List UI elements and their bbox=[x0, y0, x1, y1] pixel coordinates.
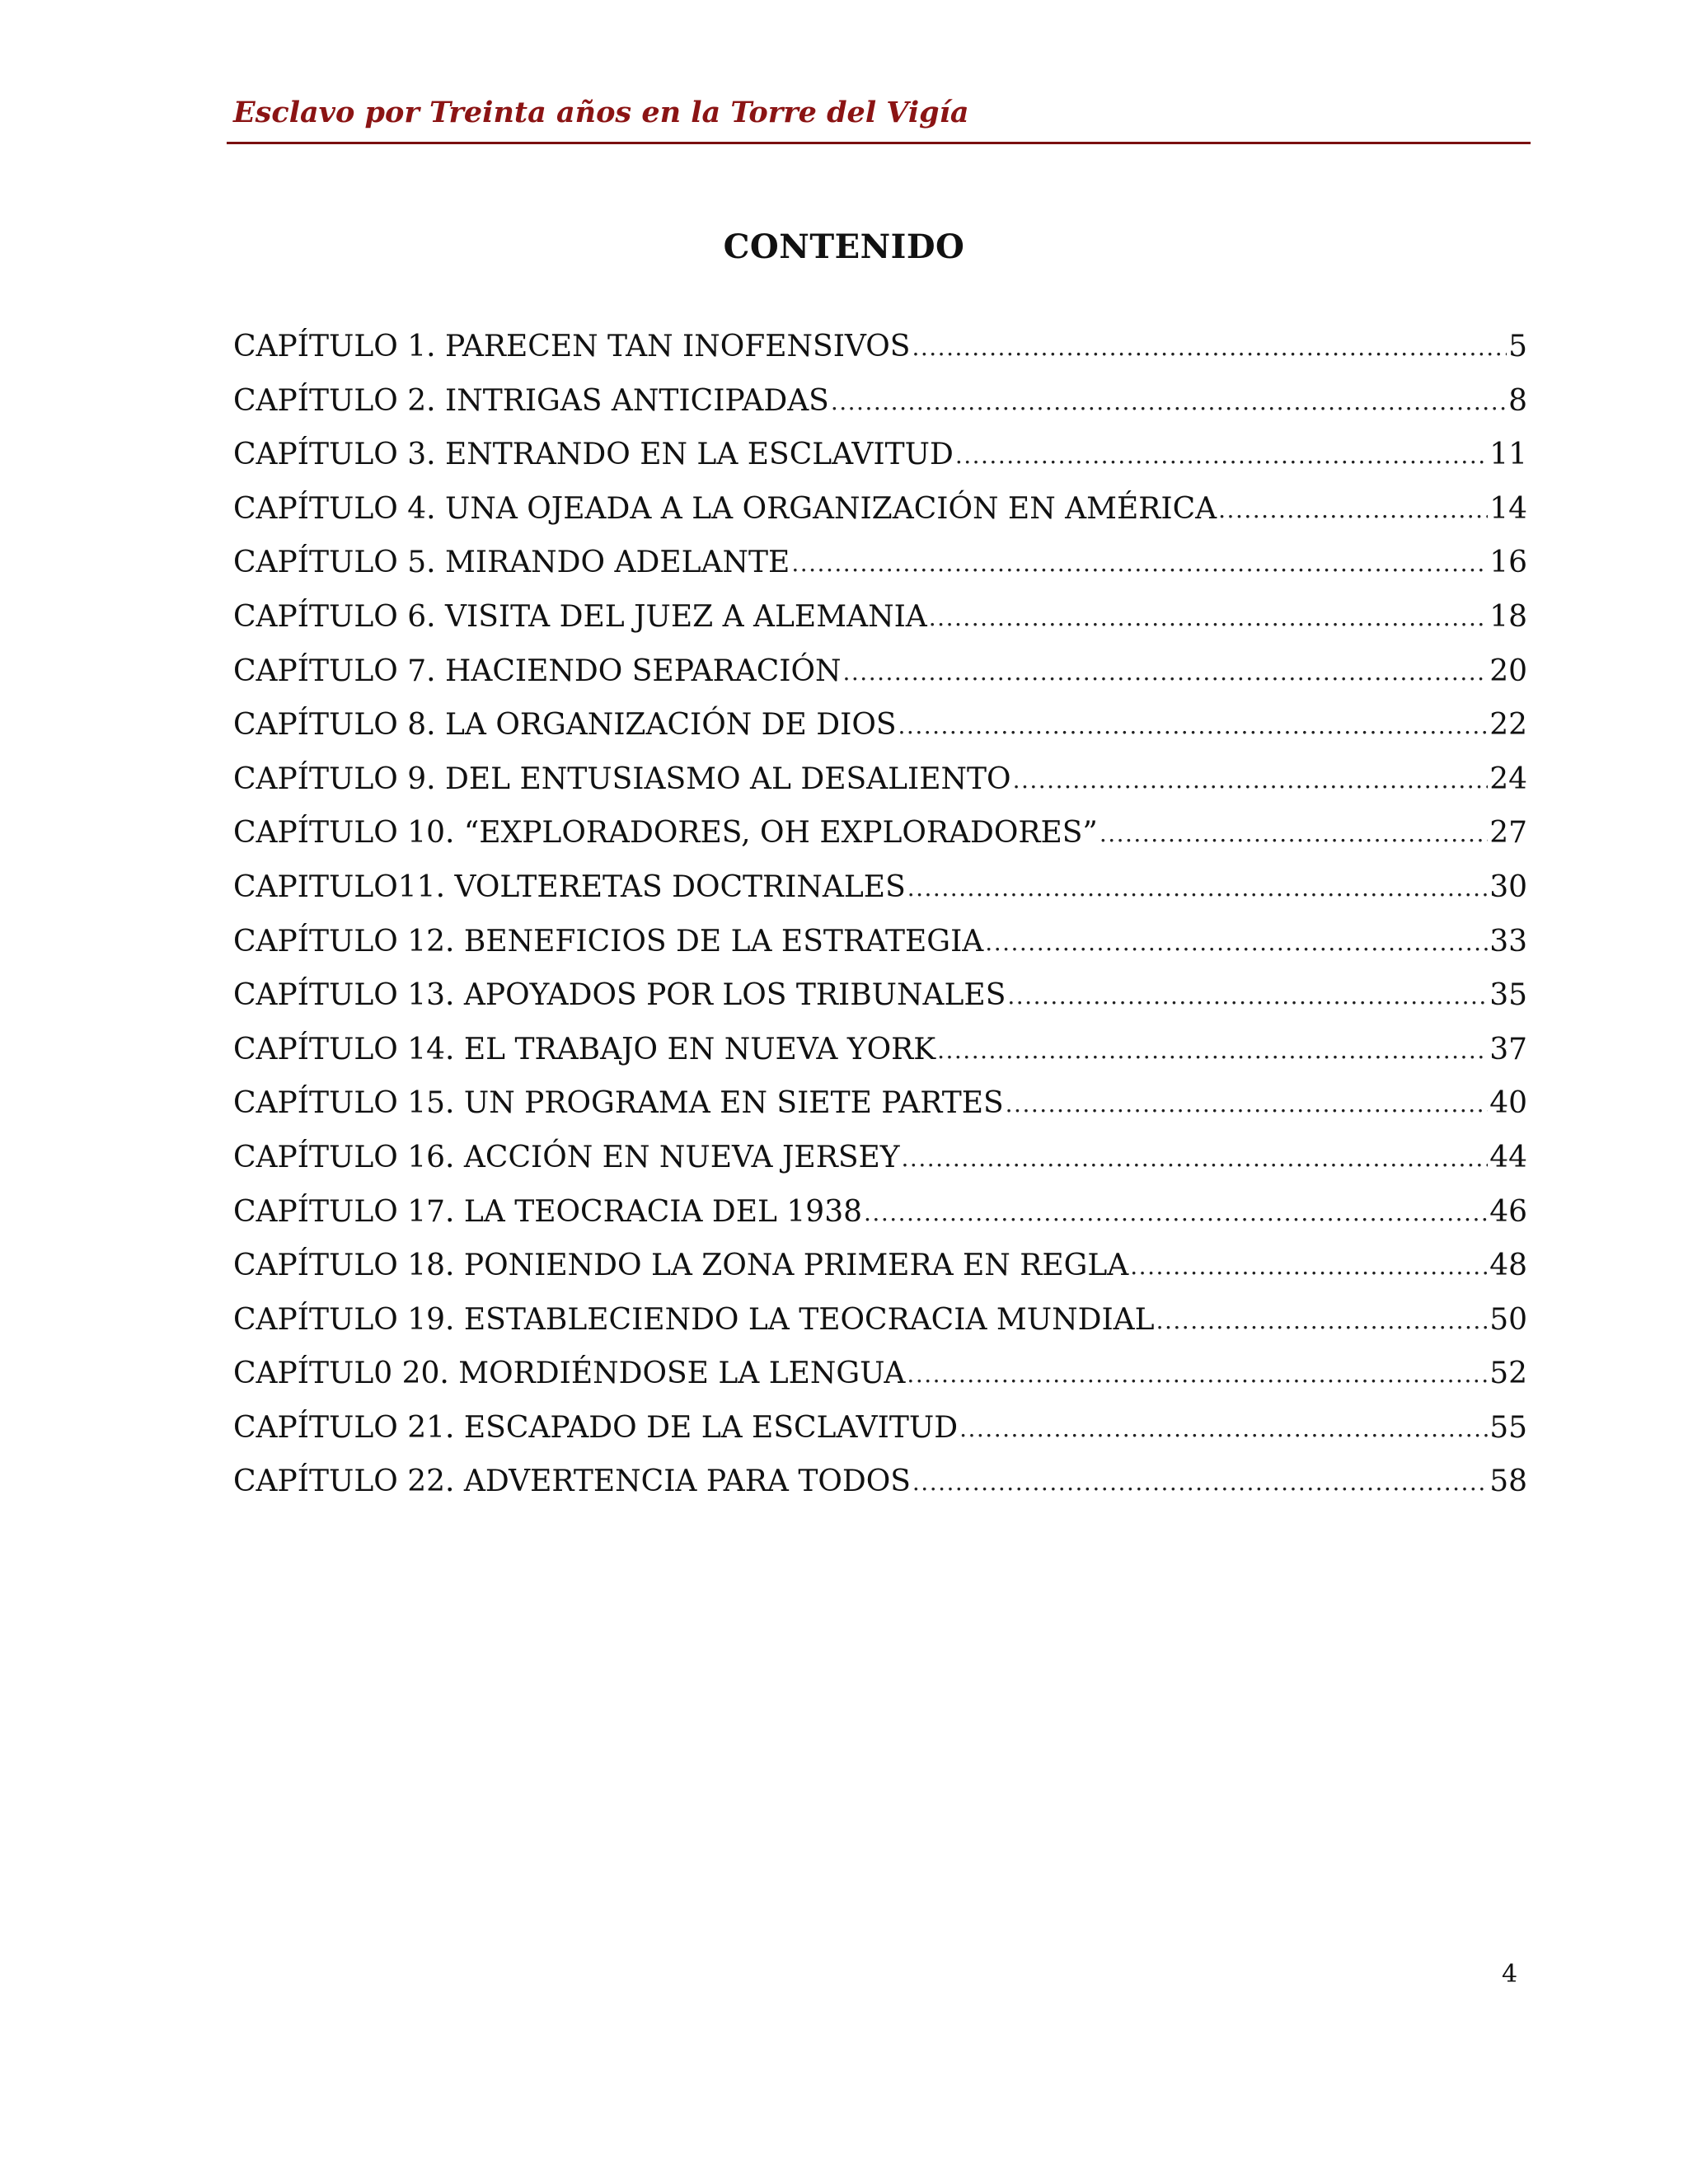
toc-dot-leader bbox=[902, 1134, 1489, 1167]
toc-dot-leader bbox=[843, 648, 1489, 681]
toc-dot-leader bbox=[1156, 1296, 1489, 1329]
toc-entry-page[interactable]: 8 bbox=[1508, 383, 1527, 418]
toc-entry[interactable] bbox=[233, 1455, 1527, 1509]
toc-entry[interactable] bbox=[233, 1239, 1527, 1293]
toc-entry[interactable] bbox=[233, 1076, 1527, 1131]
toc-entry-title[interactable]: CAPÍTULO 21. ESCAPADO DE LA ESCLAVITUD bbox=[233, 1410, 959, 1445]
toc-dot-leader bbox=[912, 1458, 1488, 1491]
toc-entry[interactable] bbox=[233, 320, 1527, 374]
toc-entry-title[interactable]: CAPÍTULO 16. ACCIÓN EN NUEVA JERSEY bbox=[233, 1140, 900, 1174]
toc-entry[interactable] bbox=[233, 644, 1527, 699]
toc-dot-leader bbox=[1130, 1242, 1488, 1275]
toc-entry-page[interactable]: 18 bbox=[1489, 599, 1527, 634]
toc-entry-page[interactable]: 24 bbox=[1489, 762, 1527, 796]
toc-entry-page[interactable]: 44 bbox=[1489, 1140, 1527, 1174]
toc-entry-page[interactable]: 33 bbox=[1489, 924, 1527, 958]
toc-entry-title[interactable]: CAPÍTULO 3. ENTRANDO EN LA ESCLAVITUD bbox=[233, 438, 954, 472]
toc-entry-page[interactable]: 58 bbox=[1489, 1465, 1527, 1499]
toc-entry-title[interactable]: CAPÍTULO 5. MIRANDO ADELANTE bbox=[233, 546, 790, 580]
running-header bbox=[227, 92, 1531, 144]
toc-entry-title[interactable]: CAPÍTULO 9. DEL ENTUSIASMO AL DESALIENTO bbox=[233, 762, 1011, 796]
toc-entry[interactable] bbox=[233, 1347, 1527, 1401]
toc-entry-title[interactable]: CAPÍTULO 13. APOYADOS POR LOS TRIBUNALES bbox=[233, 978, 1006, 1013]
toc-entry-page[interactable]: 40 bbox=[1489, 1086, 1527, 1121]
toc-entry-title[interactable]: CAPÍTULO 1. PARECEN TAN INOFENSIVOS bbox=[233, 330, 911, 363]
toc-heading: CONTENIDO bbox=[723, 227, 965, 266]
toc-dot-leader bbox=[1007, 972, 1488, 1005]
toc-entry-title[interactable]: CAPÍTULO 4. UNA OJEADA A LA ORGANIZACIÓN EN AMÉRICA bbox=[233, 491, 1217, 526]
toc-entry-page[interactable]: 37 bbox=[1489, 1032, 1527, 1066]
toc-dot-leader bbox=[985, 918, 1488, 951]
toc-entry-title[interactable]: CAPÍTULO 12. BENEFICIOS DE LA ESTRATEGIA bbox=[233, 924, 984, 958]
toc-dot-leader bbox=[1013, 756, 1489, 789]
toc-dot-leader bbox=[937, 1026, 1488, 1059]
toc-dot-leader bbox=[907, 864, 1488, 897]
toc-entry[interactable] bbox=[233, 752, 1527, 807]
toc-entry-title[interactable]: CAPÍTUL0 20. MORDIÉNDOSE LA LENGUA bbox=[233, 1357, 906, 1391]
toc-entry-page[interactable]: 48 bbox=[1489, 1249, 1527, 1283]
toc-entry-title[interactable]: CAPÍTULO 7. HACIENDO SEPARACIÓN bbox=[233, 654, 842, 688]
toc-entry[interactable] bbox=[233, 1023, 1527, 1077]
toc-dot-leader bbox=[912, 323, 1507, 356]
toc-dot-leader bbox=[1006, 1080, 1489, 1113]
toc-entry-page[interactable]: 55 bbox=[1489, 1410, 1527, 1445]
toc-entry-title[interactable]: CAPÍTULO 17. LA TEOCRACIA DEL 1938 bbox=[233, 1194, 863, 1229]
toc-entry[interactable] bbox=[233, 968, 1527, 1023]
toc-entry-title[interactable]: CAPÍTULO 10. “EXPLORADORES, OH EXPLORADORES” bbox=[233, 816, 1098, 851]
toc-entry-page[interactable]: 46 bbox=[1489, 1194, 1527, 1229]
toc-dot-leader bbox=[907, 1350, 1488, 1383]
toc-entry-title[interactable]: CAPÍTULO 19. ESTABLECIENDO LA TEOCRACIA MUNDIAL bbox=[233, 1302, 1155, 1337]
toc-entry-page[interactable]: 20 bbox=[1489, 654, 1527, 688]
toc-dot-leader bbox=[1218, 485, 1488, 518]
toc-dot-leader bbox=[1100, 809, 1488, 842]
toc-entry-title[interactable]: CAPÍTULO 8. LA ORGANIZACIÓN DE DIOS bbox=[233, 708, 897, 743]
toc-entry-title[interactable]: CAPÍTULO 2. INTRIGAS ANTICIPADAS bbox=[233, 383, 829, 418]
toc-dot-leader bbox=[959, 1404, 1488, 1437]
toc-dot-leader bbox=[831, 377, 1507, 410]
toc-entry[interactable] bbox=[233, 1293, 1527, 1347]
toc-entry-page[interactable]: 14 bbox=[1489, 491, 1527, 526]
toc-dot-leader bbox=[898, 701, 1489, 734]
toc-entry-title[interactable]: CAPÍTULO 15. UN PROGRAMA EN SIETE PARTES bbox=[233, 1086, 1004, 1121]
toc-entry-page[interactable]: 35 bbox=[1489, 978, 1527, 1013]
toc-entry-title[interactable]: CAPÍTULO 14. EL TRABAJO EN NUEVA YORK bbox=[233, 1032, 936, 1066]
toc-entry[interactable] bbox=[233, 860, 1527, 915]
toc-entry[interactable] bbox=[233, 428, 1527, 482]
page-number: 4 bbox=[1502, 1960, 1518, 1989]
toc-entry[interactable] bbox=[233, 915, 1527, 969]
toc-entry[interactable] bbox=[233, 374, 1527, 429]
toc-entry-page[interactable]: 30 bbox=[1489, 869, 1527, 904]
toc-entry-page[interactable]: 5 bbox=[1508, 330, 1527, 363]
toc-entry-page[interactable]: 50 bbox=[1489, 1302, 1527, 1337]
toc-dot-leader bbox=[929, 593, 1488, 626]
toc-entry-page[interactable]: 22 bbox=[1489, 708, 1527, 743]
toc-entry[interactable] bbox=[233, 1131, 1527, 1185]
toc-dot-leader bbox=[791, 539, 1488, 572]
toc-entry-title[interactable]: CAPÍTULO 22. ADVERTENCIA PARA TODOS bbox=[233, 1465, 911, 1499]
toc-entry[interactable] bbox=[233, 590, 1527, 644]
toc-entry-page[interactable]: 52 bbox=[1489, 1357, 1527, 1391]
table-of-contents bbox=[233, 320, 1527, 1509]
toc-entry-page[interactable]: 16 bbox=[1489, 546, 1527, 580]
toc-entry[interactable] bbox=[233, 698, 1527, 752]
running-header-title: Esclavo por Treinta años en la Torre del Vigía bbox=[233, 96, 969, 129]
toc-entry[interactable] bbox=[233, 1185, 1527, 1240]
toc-entry-title[interactable]: CAPÍTULO 6. VISITA DEL JUEZ A ALEMANIA bbox=[233, 599, 927, 634]
toc-entry[interactable] bbox=[233, 806, 1527, 860]
toc-entry-title[interactable]: CAPITULO11. VOLTERETAS DOCTRINALES bbox=[233, 869, 906, 904]
toc-entry-page[interactable]: 27 bbox=[1489, 816, 1527, 851]
toc-dot-leader bbox=[864, 1188, 1488, 1221]
toc-entry[interactable] bbox=[233, 482, 1527, 537]
toc-entry[interactable] bbox=[233, 1401, 1527, 1455]
toc-entry-title[interactable]: CAPÍTULO 18. PONIENDO LA ZONA PRIMERA EN REGLA bbox=[233, 1249, 1129, 1283]
toc-entry-page[interactable]: 11 bbox=[1489, 438, 1527, 472]
toc-entry[interactable] bbox=[233, 536, 1527, 590]
toc-dot-leader bbox=[955, 431, 1488, 464]
